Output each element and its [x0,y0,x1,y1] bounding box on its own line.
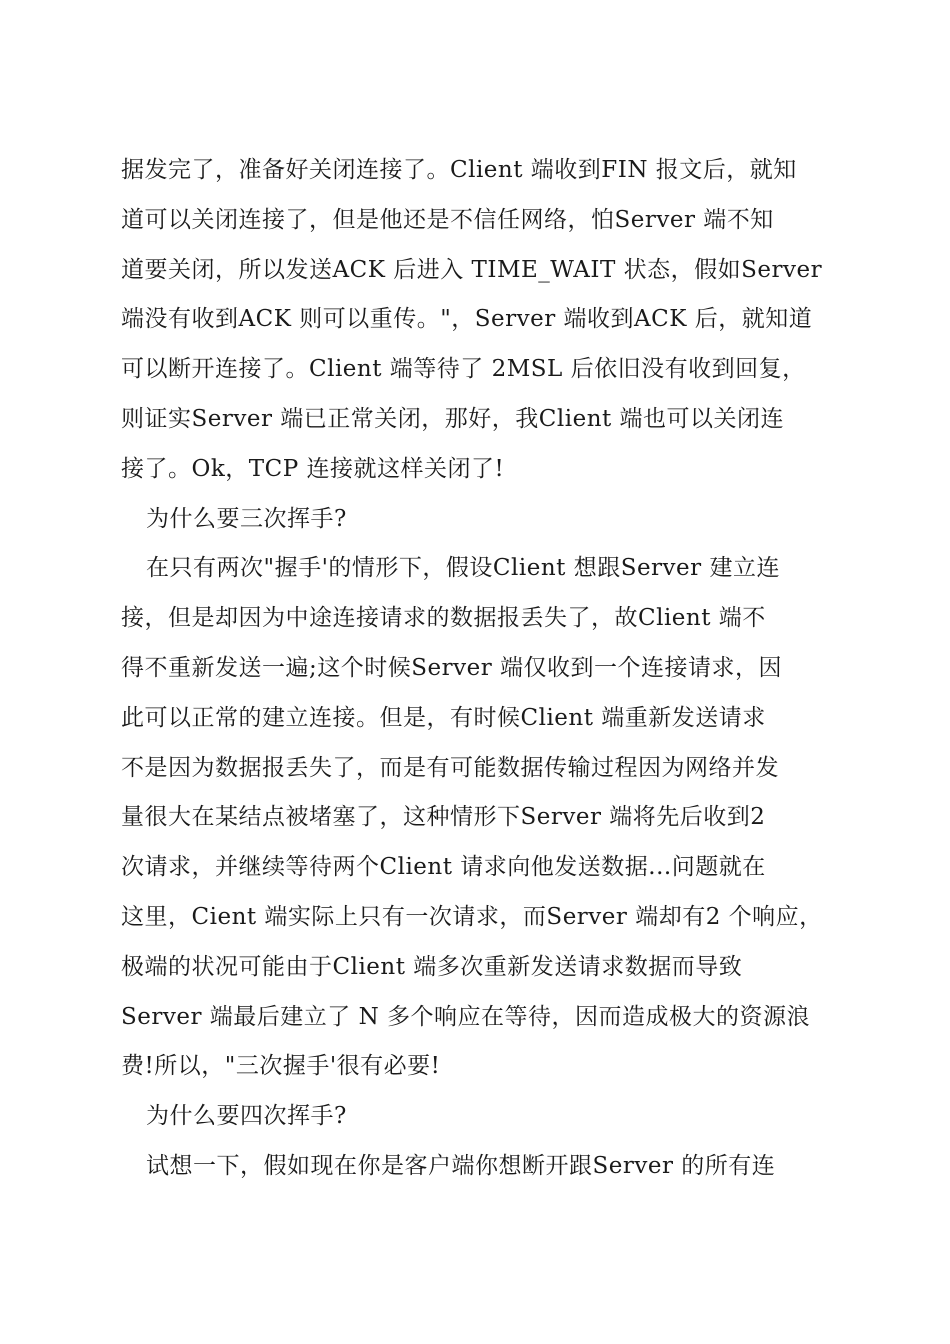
heading-why-three-waves [121,495,851,545]
paragraph-three-handshake-reason [121,544,851,1092]
text-line: 不是因为数据报丢失了，而是有可能数据传输过程因为网络并发 [121,754,779,781]
text-line: 得不重新发送一遍;这个时候Server 端仅收到一个连接请求，因 [121,654,783,681]
text-line: 量很大在某结点被堵塞了，这种情形下Server 端将先后收到2 [121,804,766,831]
text-line: 可以断开连接了。Client 端等待了 2MSL 后依旧没有收到回复， [121,356,806,383]
text-line: 此可以正常的建立连接。但是，有时候Client 端重新发送请求 [121,704,766,731]
paragraph-closing-continuation [121,146,851,495]
text-line: 则证实Server 端已正常关闭，那好，我Client 端也可以关闭连 [121,405,785,432]
text-line: 道要关闭，所以发送ACK 后进入 TIME_WAIT 状态，假如Server [121,256,823,283]
text-line: 试想一下，假如现在你是客户端你想断开跟Server 的所有连 [146,1152,776,1179]
text-line: 接，但是却因为中途连接请求的数据报丢失了，故Client 端不 [121,605,766,632]
text-line: 次请求，并继续等待两个Client 请求向他发送数据...问题就在 [121,854,766,881]
text-line: 极端的状况可能由于Client 端多次重新发送请求数据而导致 [121,953,743,980]
heading-why-four-waves [121,1092,851,1142]
text-line: 据发完了，准备好关闭连接了。Client 端收到FIN 报文后，就知 [121,157,797,183]
text-line: 端没有收到ACK 则可以重传。"，Server 端收到ACK 后，就知道 [121,306,813,333]
document-body [121,146,851,1192]
text-line: 道可以关闭连接了，但是他还是不信任网络，怕Server 端不知 [121,206,774,233]
paragraph-four-wave-reason [121,1142,851,1192]
text-line: 费!所以，"三次握手'很有必要! [121,1053,441,1080]
text-line: 这里，Cient 端实际上只有一次请求，而Server 端却有2 个响应， [121,903,823,930]
section-heading: 为什么要四次挥手? [146,1103,347,1130]
text-line: Server 端最后建立了 N 多个响应在等待，因而造成极大的资源浪 [121,1003,811,1030]
text-line: 接了。Ok，TCP 连接就这样关闭了! [121,455,505,482]
text-line: 在只有两次"握手'的情形下，假设Client 想跟Server 建立连 [146,555,780,582]
section-heading: 为什么要三次挥手? [146,505,347,532]
